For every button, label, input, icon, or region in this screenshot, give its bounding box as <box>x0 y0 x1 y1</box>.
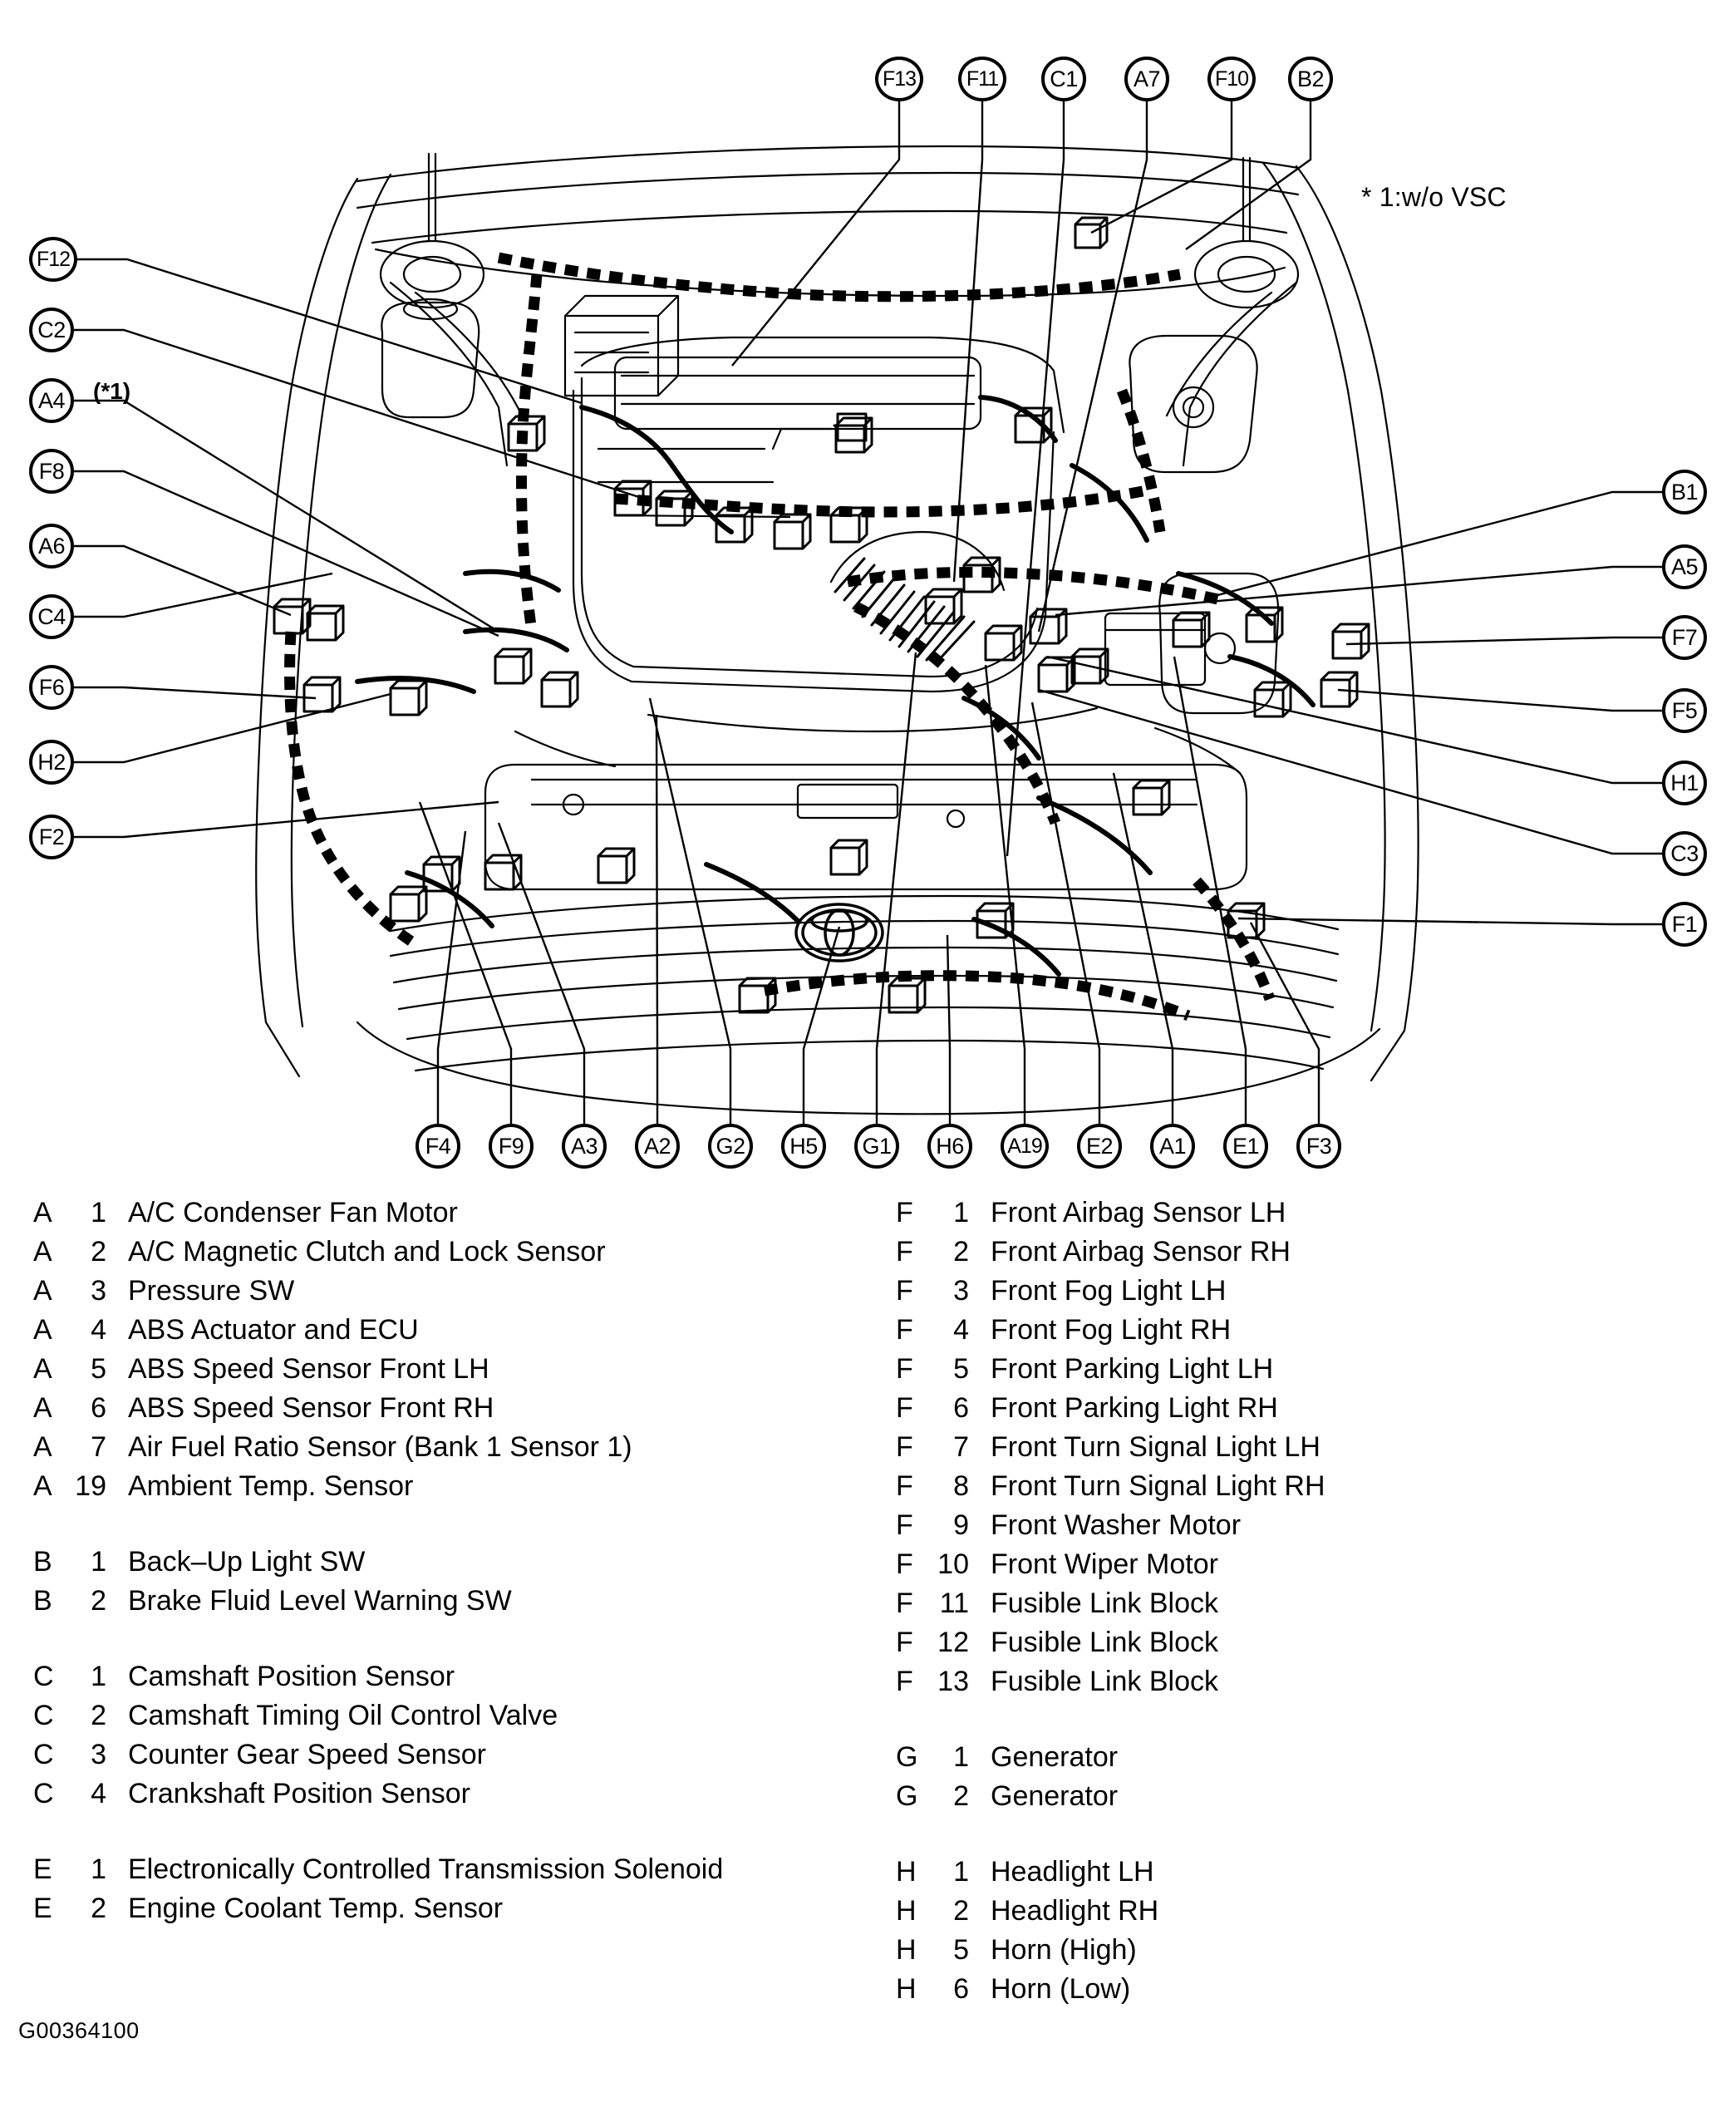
callout-c3[interactable]: C3 <box>1662 831 1707 876</box>
legend-letter: B <box>33 1546 52 1578</box>
callout-a6[interactable]: A6 <box>29 524 74 569</box>
legend-number: 3 <box>953 1275 969 1307</box>
legend-letter: F <box>896 1470 913 1502</box>
callout-h5[interactable]: H5 <box>781 1124 826 1169</box>
legend-row <box>896 1353 1736 1392</box>
legend-number: 19 <box>75 1470 106 1502</box>
legend-description: Counter Gear Speed Sensor <box>128 1739 486 1770</box>
legend-row <box>33 1700 881 1739</box>
legend-row <box>896 1470 1736 1509</box>
legend-letter: H <box>896 1856 917 1888</box>
legend-description: Back–Up Light SW <box>128 1546 366 1578</box>
legend-description: Headlight LH <box>991 1856 1154 1888</box>
callout-f1[interactable]: F1 <box>1662 902 1707 947</box>
callout-a5[interactable]: A5 <box>1662 544 1707 589</box>
legend-column-right <box>896 1197 1736 2049</box>
legend-number: 5 <box>91 1353 106 1385</box>
legend-group-g <box>896 1741 1736 1819</box>
legend-description: ABS Speed Sensor Front LH <box>128 1353 489 1385</box>
callout-e2[interactable]: E2 <box>1077 1124 1122 1169</box>
legend-number: 2 <box>91 1236 106 1268</box>
legend-row <box>33 1470 881 1509</box>
legend-row <box>33 1585 881 1624</box>
legend-number: 5 <box>953 1353 969 1385</box>
callout-f2[interactable]: F2 <box>29 815 74 859</box>
legend-number: 3 <box>91 1275 106 1307</box>
legend-number: 2 <box>953 1780 969 1812</box>
legend-letter: F <box>896 1627 913 1658</box>
legend-letter: A <box>33 1197 52 1228</box>
legend-letter: C <box>33 1700 54 1731</box>
legend-row <box>33 1236 881 1275</box>
callout-f4[interactable]: F4 <box>416 1124 460 1169</box>
legend-number: 1 <box>91 1197 106 1228</box>
legend-description: Brake Fluid Level Warning SW <box>128 1585 512 1617</box>
callout-f3[interactable]: F3 <box>1296 1124 1341 1169</box>
legend-row <box>896 1934 1736 1973</box>
legend-letter: H <box>896 1934 917 1966</box>
legend-description: Fusible Link Block <box>991 1666 1219 1697</box>
legend-row <box>33 1392 881 1431</box>
legend-letter: F <box>896 1509 913 1541</box>
legend-letter: H <box>896 1895 917 1927</box>
callout-h2[interactable]: H2 <box>29 740 74 785</box>
legend-description: Generator <box>991 1741 1119 1773</box>
legend-row <box>33 1661 881 1700</box>
legend-row <box>896 1973 1736 2012</box>
legend-description: Headlight RH <box>991 1895 1159 1927</box>
legend-description: Camshaft Position Sensor <box>128 1661 455 1692</box>
callout-h1[interactable]: H1 <box>1662 761 1707 805</box>
legend-description: Horn (Low) <box>991 1973 1131 2005</box>
legend-row <box>896 1197 1736 1236</box>
legend-number: 7 <box>953 1431 969 1463</box>
legend-description: Ambient Temp. Sensor <box>128 1470 414 1502</box>
legend-letter: F <box>896 1548 913 1580</box>
legend-number: 5 <box>953 1934 969 1966</box>
callout-c1[interactable]: C1 <box>1041 57 1086 101</box>
legend-number: 9 <box>953 1509 969 1541</box>
callout-g2[interactable]: G2 <box>708 1124 753 1169</box>
legend-description: A/C Condenser Fan Motor <box>128 1197 458 1228</box>
legend-description: Front Washer Motor <box>991 1509 1242 1541</box>
legend-number: 7 <box>91 1431 106 1463</box>
legend-row <box>896 1392 1736 1431</box>
legend-row <box>33 1197 881 1236</box>
legend-letter: F <box>896 1314 913 1346</box>
legend-number: 2 <box>91 1585 106 1617</box>
legend-row <box>33 1778 881 1817</box>
legend-group-f <box>896 1197 1736 1705</box>
callout-c4[interactable]: C4 <box>29 594 74 639</box>
legend-description: ABS Speed Sensor Front RH <box>128 1392 494 1424</box>
legend-description: Front Parking Light RH <box>991 1392 1278 1424</box>
legend-letter: F <box>896 1588 913 1619</box>
callout-a19[interactable]: A19 <box>1001 1124 1049 1169</box>
legend-number: 6 <box>91 1392 106 1424</box>
legend-description: Camshaft Timing Oil Control Valve <box>128 1700 558 1731</box>
legend-row <box>896 1314 1736 1353</box>
legend-number: 13 <box>937 1666 969 1697</box>
legend-number: 1 <box>953 1741 969 1773</box>
legend-letter: F <box>896 1236 913 1268</box>
callout-a1[interactable]: A1 <box>1150 1124 1195 1169</box>
callout-c2[interactable]: C2 <box>29 308 74 352</box>
legend-description: Front Airbag Sensor LH <box>991 1197 1286 1228</box>
legend-row <box>896 1780 1736 1819</box>
callout-f5[interactable]: F5 <box>1662 688 1707 733</box>
legend-letter: A <box>33 1236 52 1268</box>
callout-a2[interactable]: A2 <box>635 1124 680 1169</box>
legend-letter: F <box>896 1353 913 1385</box>
legend-description: Front Turn Signal Light RH <box>991 1470 1325 1502</box>
callout-f10[interactable]: F10 <box>1207 57 1256 101</box>
legend-number: 10 <box>937 1548 969 1580</box>
legend-number: 1 <box>953 1856 969 1888</box>
legend-number: 6 <box>953 1973 969 2005</box>
legend-number: 3 <box>91 1739 106 1770</box>
legend-group-h <box>896 1856 1736 2012</box>
legend-description: Air Fuel Ratio Sensor (Bank 1 Sensor 1) <box>128 1431 632 1463</box>
callout-h6[interactable]: H6 <box>927 1124 972 1169</box>
legend-description: Engine Coolant Temp. Sensor <box>128 1893 504 1924</box>
callout-f8[interactable]: F8 <box>29 449 74 494</box>
legend-group-e <box>33 1853 881 1932</box>
a4-asterisk-marker: (*1) <box>93 378 131 404</box>
legend-group-a <box>33 1197 881 1509</box>
callout-b2[interactable]: B2 <box>1288 57 1333 101</box>
legend-letter: A <box>33 1431 52 1463</box>
legend-number: 8 <box>953 1470 969 1502</box>
legend-description: Front Airbag Sensor RH <box>991 1236 1291 1268</box>
legend-number: 4 <box>91 1778 106 1809</box>
legend-description: Front Fog Light LH <box>991 1275 1227 1307</box>
legend-row <box>896 1236 1736 1275</box>
legend-number: 1 <box>91 1546 106 1578</box>
legend-description: Fusible Link Block <box>991 1627 1219 1658</box>
legend-row <box>896 1548 1736 1588</box>
legend-description: Front Parking Light LH <box>991 1353 1274 1385</box>
callout-f13[interactable]: F13 <box>875 57 923 101</box>
legend-row <box>896 1666 1736 1705</box>
callout-a4[interactable]: A4 <box>29 378 74 423</box>
legend-row <box>33 1314 881 1353</box>
legend-letter: A <box>33 1470 52 1502</box>
legend-letter: G <box>896 1780 918 1812</box>
legend-row <box>33 1546 881 1585</box>
legend-number: 1 <box>91 1661 106 1692</box>
legend-letter: E <box>33 1853 52 1885</box>
vsc-footnote: * 1:w/o VSC <box>1361 182 1507 212</box>
callout-b1[interactable]: B1 <box>1662 470 1707 514</box>
legend-number: 1 <box>953 1197 969 1228</box>
legend-description: Generator <box>991 1780 1119 1812</box>
legend-letter: F <box>896 1431 913 1463</box>
diagram-reference-code: G00364100 <box>18 2018 140 2043</box>
legend-group-b <box>33 1546 881 1624</box>
legend-number: 2 <box>91 1700 106 1731</box>
legend-description: Front Wiper Motor <box>991 1548 1218 1580</box>
legend-letter: G <box>896 1741 918 1773</box>
legend-letter: E <box>33 1893 52 1924</box>
legend-number: 4 <box>953 1314 969 1346</box>
legend-letter: C <box>33 1778 54 1809</box>
legend-row <box>33 1853 881 1893</box>
callout-e1[interactable]: E1 <box>1223 1124 1268 1169</box>
callout-f9[interactable]: F9 <box>489 1124 534 1169</box>
legend-number: 2 <box>953 1895 969 1927</box>
legend-row <box>896 1431 1736 1470</box>
legend-row <box>896 1509 1736 1548</box>
legend-letter: H <box>896 1973 917 2005</box>
legend-number: 11 <box>939 1588 969 1619</box>
component-legend <box>0 1197 1736 2102</box>
legend-letter: B <box>33 1585 52 1617</box>
legend-row <box>33 1431 881 1470</box>
callout-f7[interactable]: F7 <box>1662 615 1707 660</box>
legend-number: 12 <box>937 1627 969 1658</box>
legend-row <box>33 1739 881 1778</box>
legend-letter: A <box>33 1314 52 1346</box>
legend-column-left <box>33 1197 881 1968</box>
legend-letter: F <box>896 1392 913 1424</box>
legend-number: 1 <box>91 1853 106 1885</box>
legend-letter: A <box>33 1275 52 1307</box>
legend-row <box>896 1741 1736 1780</box>
legend-description: Crankshaft Position Sensor <box>128 1778 470 1809</box>
callout-a3[interactable]: A3 <box>562 1124 607 1169</box>
legend-row <box>896 1627 1736 1666</box>
legend-letter: A <box>33 1353 52 1385</box>
legend-row <box>896 1588 1736 1627</box>
callout-f11[interactable]: F11 <box>958 57 1006 101</box>
legend-description: Front Turn Signal Light LH <box>991 1431 1320 1463</box>
legend-description: Front Fog Light RH <box>991 1314 1232 1346</box>
legend-row <box>33 1353 881 1392</box>
legend-letter: C <box>33 1739 54 1770</box>
legend-description: Pressure SW <box>128 1275 295 1307</box>
legend-row <box>33 1275 881 1314</box>
legend-number: 4 <box>91 1314 106 1346</box>
legend-letter: F <box>896 1197 913 1228</box>
legend-letter: F <box>896 1275 913 1307</box>
callout-a7[interactable]: A7 <box>1124 57 1169 101</box>
legend-number: 6 <box>953 1392 969 1424</box>
callout-g1[interactable]: G1 <box>854 1124 899 1169</box>
legend-row <box>33 1893 881 1932</box>
legend-number: 2 <box>91 1893 106 1924</box>
legend-letter: A <box>33 1392 52 1424</box>
callout-f12[interactable]: F12 <box>29 237 77 282</box>
legend-row <box>896 1895 1736 1934</box>
legend-description: Fusible Link Block <box>991 1588 1219 1619</box>
legend-description: Horn (High) <box>991 1934 1137 1966</box>
callout-f6[interactable]: F6 <box>29 665 74 710</box>
legend-row <box>896 1856 1736 1895</box>
legend-description: ABS Actuator and ECU <box>128 1314 419 1346</box>
legend-description: A/C Magnetic Clutch and Lock Sensor <box>128 1236 606 1268</box>
legend-group-c <box>33 1661 881 1817</box>
legend-description: Electronically Controlled Transmission Solenoid <box>128 1853 724 1885</box>
legend-letter: C <box>33 1661 54 1692</box>
legend-row <box>896 1275 1736 1314</box>
legend-number: 2 <box>953 1236 969 1268</box>
legend-letter: F <box>896 1666 913 1697</box>
